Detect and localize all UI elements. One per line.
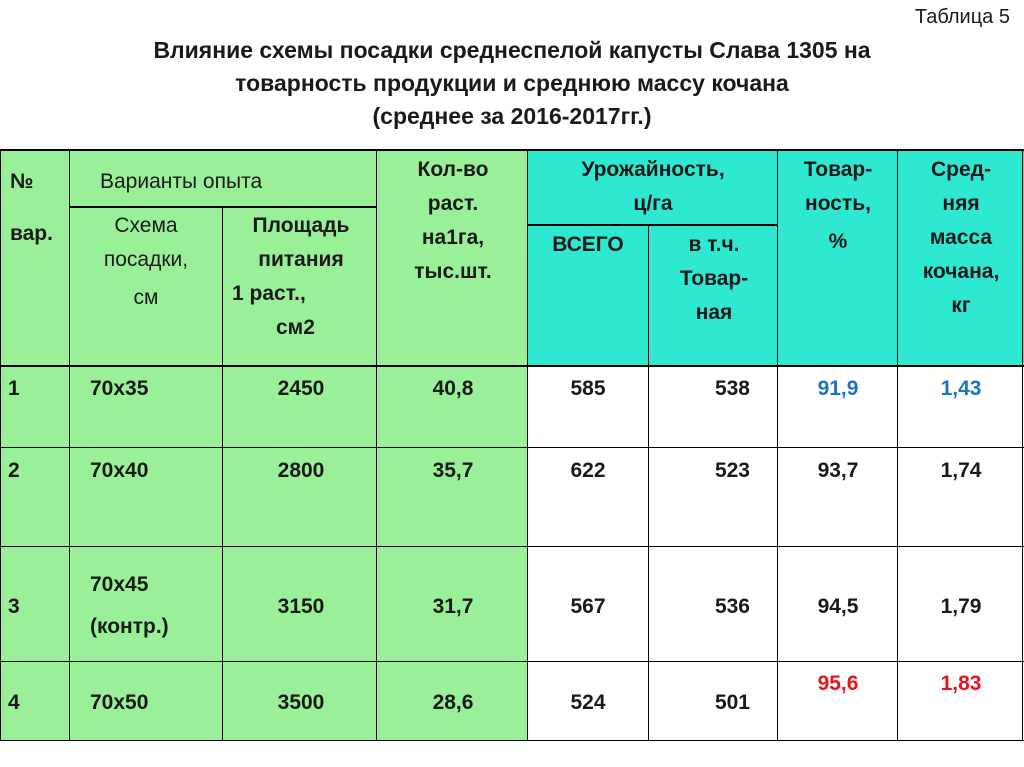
row-yield-marketable: 501	[714, 691, 750, 714]
row-mean-mass: 1,43	[940, 377, 982, 400]
header-area	[226, 209, 376, 345]
row-number: 4	[8, 691, 20, 714]
row-marketability: 91,9	[817, 377, 859, 400]
title-line-2: товарность продукции и среднюю массу кочана	[235, 70, 789, 96]
page-title	[0, 34, 1024, 133]
row-marketability: 94,5	[817, 595, 859, 618]
row-yield-marketable: 523	[714, 459, 750, 482]
row-plant-count: 40,8	[432, 377, 474, 400]
grid-line-bottom	[0, 740, 1024, 741]
row-area: 2450	[277, 377, 325, 400]
grid-line-col-count	[527, 150, 528, 741]
grid-line-col-pct	[897, 150, 898, 741]
grid-line-row-3	[0, 661, 1024, 662]
title-line-1: Влияние схемы посадки среднеспелой капусты Слава 1305 на	[153, 37, 871, 63]
header-num-label: вар.	[10, 222, 53, 245]
header-plant-count	[378, 153, 528, 289]
header-mass-line-4: кочана,	[922, 260, 1000, 283]
row-marketability: 93,7	[817, 459, 859, 482]
row-yield-marketable: 538	[714, 377, 750, 400]
header-yield	[528, 153, 778, 221]
header-area-line-2: питания	[258, 248, 344, 271]
grid-line-variants	[70, 206, 376, 208]
header-incl-line-2: Товар-	[679, 267, 749, 290]
header-mass-line-2: няя	[942, 192, 980, 215]
header-count-line-4: тыс.шт.	[414, 260, 492, 283]
header-incl-line-3: ная	[695, 301, 733, 324]
grid-line-left	[0, 150, 1, 741]
row-area: 2800	[277, 459, 325, 482]
header-market-line-1: Товар-	[803, 158, 873, 181]
header-market-line-3: %	[828, 230, 848, 253]
grid-line-col-scheme	[222, 207, 223, 741]
row-number: 3	[8, 595, 20, 618]
header-mass-line-3: масса	[929, 226, 993, 249]
row-scheme-note: (контр.)	[90, 615, 169, 638]
header-scheme-line-3: см	[133, 286, 159, 309]
row-yield-marketable: 536	[714, 595, 750, 618]
header-scheme	[70, 209, 222, 315]
row-mean-mass: 1,79	[940, 595, 982, 618]
header-yield-marketable	[650, 228, 778, 330]
row-yield-total: 524	[570, 691, 606, 714]
row-plant-count: 28,6	[432, 691, 474, 714]
grid-line-row-1	[0, 447, 1024, 448]
header-count-line-1: Кол-во	[417, 158, 489, 181]
row-marketability: 95,6	[817, 672, 859, 695]
header-marketability	[778, 153, 898, 259]
grid-line-right	[1022, 150, 1023, 741]
header-count-line-2: раст.	[427, 192, 479, 215]
header-market-line-2: ность,	[805, 192, 871, 215]
grid-line-header-bottom	[0, 365, 1024, 367]
row-area: 3150	[277, 595, 325, 618]
grid-line-yield	[528, 224, 778, 226]
header-variants: Варианты опыта	[100, 170, 263, 193]
row-scheme: 70х35	[90, 377, 149, 400]
header-yield-line-2: ц/га	[633, 192, 673, 215]
header-scheme-line-2: посадки,	[103, 248, 189, 271]
row-mean-mass: 1,74	[940, 459, 982, 482]
header-mass-line-1: Сред-	[931, 158, 991, 181]
header-mass-line-5: кг	[951, 294, 971, 317]
header-num-symbol: №	[10, 170, 34, 193]
table-number-label: Таблица 5	[914, 6, 1010, 28]
row-plant-count: 35,7	[432, 459, 474, 482]
grid-line-col-num	[69, 150, 70, 741]
grid-line-top	[0, 149, 1024, 151]
row-yield-total: 622	[570, 459, 606, 482]
header-area-line-1: Площадь	[252, 214, 350, 237]
title-line-3: (среднее за 2016-2017гг.)	[372, 103, 652, 129]
header-area-line-4: см2	[276, 316, 315, 339]
row-area: 3500	[277, 691, 325, 714]
row-mean-mass: 1,83	[940, 672, 982, 695]
row-yield-total: 567	[570, 595, 606, 618]
row-number: 1	[8, 377, 20, 400]
grid-line-col-total	[648, 225, 649, 741]
grid-line-col-area	[376, 150, 377, 741]
row-number: 2	[8, 459, 20, 482]
header-mean-mass	[898, 153, 1024, 323]
header-count-line-3: на1га,	[421, 226, 485, 249]
row-scheme: 70х50	[90, 691, 149, 714]
header-area-line-3: 1 раст.,	[232, 282, 306, 305]
row-yield-total: 585	[570, 377, 606, 400]
grid-line-row-2	[0, 546, 1024, 547]
header-yield-total: ВСЕГО	[552, 233, 624, 256]
header-incl-line-1: в т.ч.	[688, 233, 740, 256]
row-scheme: 70х40	[90, 459, 149, 482]
grid-line-col-marketable	[777, 150, 778, 741]
row-plant-count: 31,7	[432, 595, 474, 618]
row-scheme: 70х45	[90, 573, 149, 596]
header-scheme-line-1: Схема	[114, 214, 178, 237]
header-yield-line-1: Урожайность,	[581, 158, 725, 181]
